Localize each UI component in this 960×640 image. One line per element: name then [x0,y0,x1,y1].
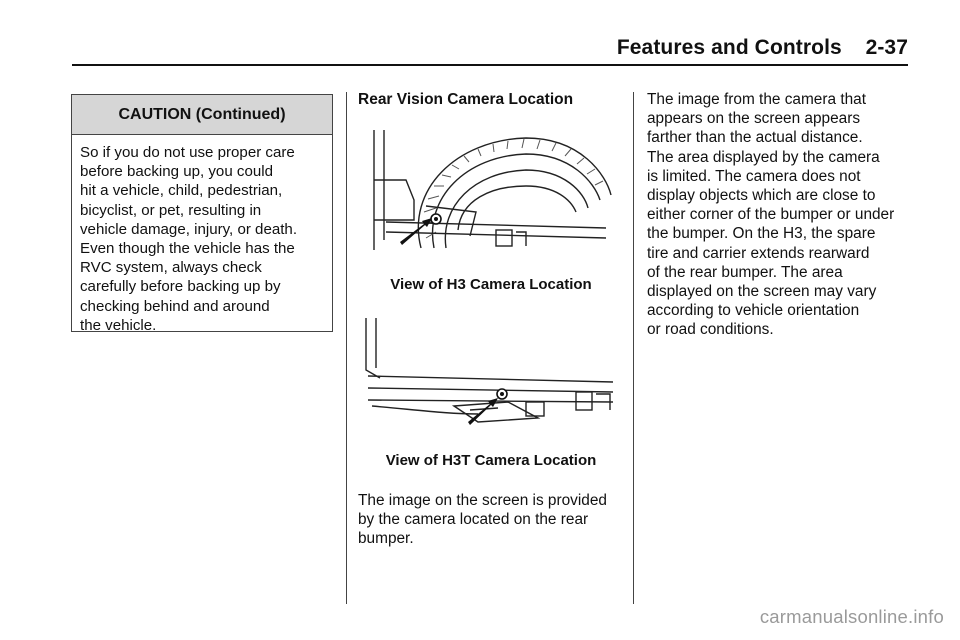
paragraph-line: The image on the screen is provided [358,492,607,509]
column-divider [346,92,347,604]
caution-line: bicyclist, or pet, resulting in [80,201,262,219]
paragraph-line: of the rear bumper. The area [647,263,843,281]
caution-box [71,94,333,332]
paragraph-line: according to vehicle orientation [647,302,860,320]
caution-line: RVC system, always check [80,259,262,277]
caution-line: So if you do not use proper care [80,144,295,161]
section-title: Features and Controls [616,36,842,59]
paragraph-line: the bumper. On the H3, the spare [647,225,876,243]
paragraph-line: bumper. [358,530,414,548]
caution-title: CAUTION (Continued) [72,95,332,135]
caution-line: vehicle damage, injury, or death. [80,220,298,238]
caution-line: carefully before backing up by [80,278,281,296]
page-header [72,36,908,66]
paragraph-line: farther than the actual distance. [647,129,863,147]
figure2-caption: View of H3T Camera Location [385,452,597,469]
paragraph-line: The image from the camera that [647,91,866,108]
paragraph-line: displayed on the screen may vary [647,283,877,301]
caution-line: checking behind and around [80,297,270,315]
caution-line: Even though the vehicle has the [80,240,295,258]
right-paragraph [647,90,937,340]
page-number: 2-37 [865,36,908,59]
page-title [617,36,908,60]
h3-camera-illustration [366,120,616,258]
middle-column [358,90,626,109]
paragraph-line: display objects which are close to [647,187,876,205]
caution-line: hit a vehicle, child, pedestrian, [80,182,283,200]
caution-line: the vehicle. [80,316,157,334]
figure1-caption: View of H3 Camera Location [390,276,592,293]
middle-paragraph [358,491,634,549]
paragraph-line: either corner of the bumper or under [647,206,895,224]
paragraph-line: or road conditions. [647,321,774,339]
h3-camera-figure [366,120,616,258]
paragraph-line: appears on the screen appears [647,110,861,128]
paragraph-line: is limited. The camera does not [647,167,861,185]
paragraph-line: by the camera located on the rear [358,511,589,529]
paragraph-line: tire and carrier extends rearward [647,244,870,262]
h3t-camera-figure [358,310,620,440]
caution-text [72,135,332,335]
watermark: carmanualsonline.info [759,606,944,627]
section-heading: Rear Vision Camera Location [358,91,574,108]
paragraph-line: The area displayed by the camera [647,148,880,166]
header-rule [72,64,908,66]
h3t-camera-illustration [358,310,620,440]
caution-line: before backing up, you could [80,163,273,181]
